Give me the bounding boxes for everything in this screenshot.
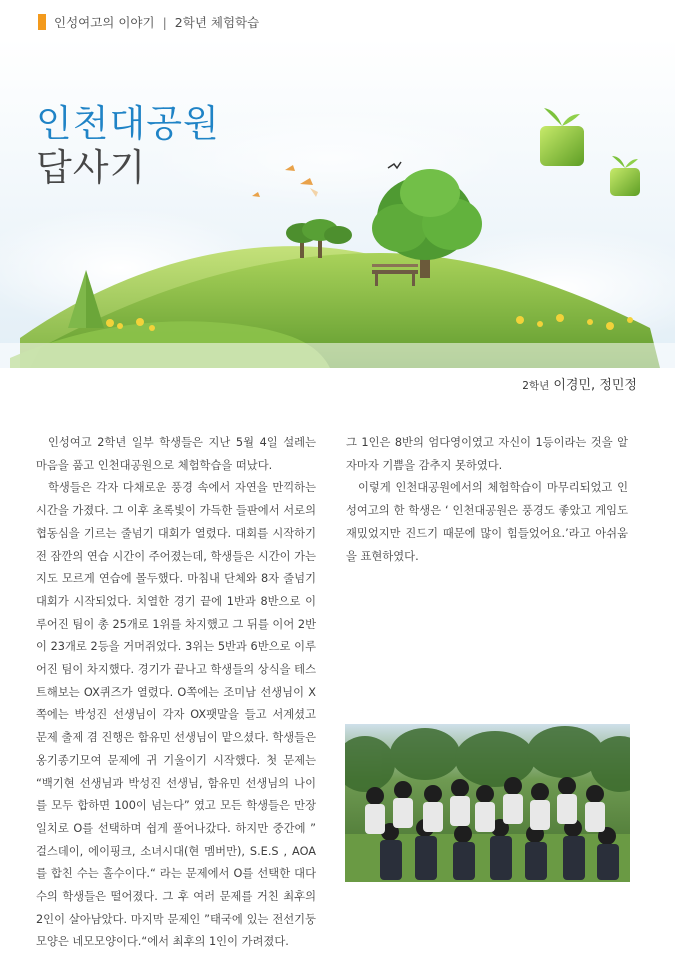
byline-grade: 2학년 (522, 380, 550, 392)
article-title (36, 102, 220, 190)
header-divider: | (162, 14, 167, 30)
byline (522, 374, 637, 393)
title-line-2: 답사기 (36, 146, 147, 189)
paragraph: 인성여고 2학년 일부 학생들은 지난 5월 4일 설레는 마음을 품고 인천대공원으로 체험학습을 떠났다. (36, 436, 316, 472)
banner-illustration (0, 38, 675, 368)
byline-authors: 이경민, 정민정 (553, 378, 637, 393)
group-photo (345, 724, 630, 882)
header-section: 인성여고의 이야기 (54, 15, 155, 30)
paragraph: 이렇게 인천대공원에서의 체험학습이 마무리되었고 인성여고의 한 학생은 ‘ 인천대공원은 풍경도 좋았고 게임도 재밌었지만 진드기 때문에 많이 힘들었어요.’라고 아쉬움을 표현하였다. (346, 481, 628, 563)
header-topic: 2학년 체험학습 (174, 15, 260, 30)
page-header (38, 12, 259, 32)
paragraph: 학생들은 각자 다채로운 풍경 속에서 자연을 만끽하는 시간을 가졌다. 그 이후 초록빛이 가득한 들판에서 서로의 협동심을 기르는 줄넘기 대회가 열렸다. 대회를 시작하기 전 잠깐의 연습 시간이 주어졌는데, 학생들은 시간이 가는지도 모르게 연습에 몰두했다. 마침내 단체와 8자 줄넘기 대회가 시작되었다. 치열한 경기 끝에 1반과 8반으로 이루어진 팀이 총 25개로 1위를 차지했고 그 뒤를 이어 2반이 23개로 2등을 거머쥐었다. 3위는 5반과 6반으로 이루어진 팀이 차지했다. 경기가 끝나고 학생들의 상식을 테스트해보는 OX퀴즈가 열렸다. O쪽에는 조미남 선생님이 X쪽에는 박성진 선생님이 각자 OX팻말을 들고 서계셨고 문제 출제 겸 진행은 함유민 선생님이 맡으셨다. 학생들은 옹기종기모여 문제에 귀 기울이기 시작했다. 첫 문제는 “백기현 선생님과 박성진 선생님, 함유민 선생님의 나이를 모두 합하면 100이 넘는다” 였고 모든 학생들은 만장일치로 O를 선택하며 쉽게 풀어나갔다. 하지만 중간에 ” 걸스데이, 에이핑크, 소녀시대(현 멤버만), S.E.S , AOA를 합친 수는 홀수이다.“ 라는 문제에서 O를 선택한 대다수의 학생들은 떨어졌다. 그 후 여러 문제를 거친 최후의 2인이 살아남았다. 마지막 문제인 ”태국에 있는 전선기둥 모양은 네모모양이다.“에서 최후의 1인이 가려졌다. (36, 481, 316, 949)
paragraph-continuation: 그 1인은 8반의 엄다영이였고 자신이 1등이라는 것을 알자마자 기쁨을 감추지 못하였다. (346, 436, 628, 472)
title-line-1: 인천대공원 (36, 102, 220, 145)
article-column-left (36, 432, 316, 954)
header-accent-bar (38, 14, 46, 30)
article-column-right (346, 432, 628, 568)
